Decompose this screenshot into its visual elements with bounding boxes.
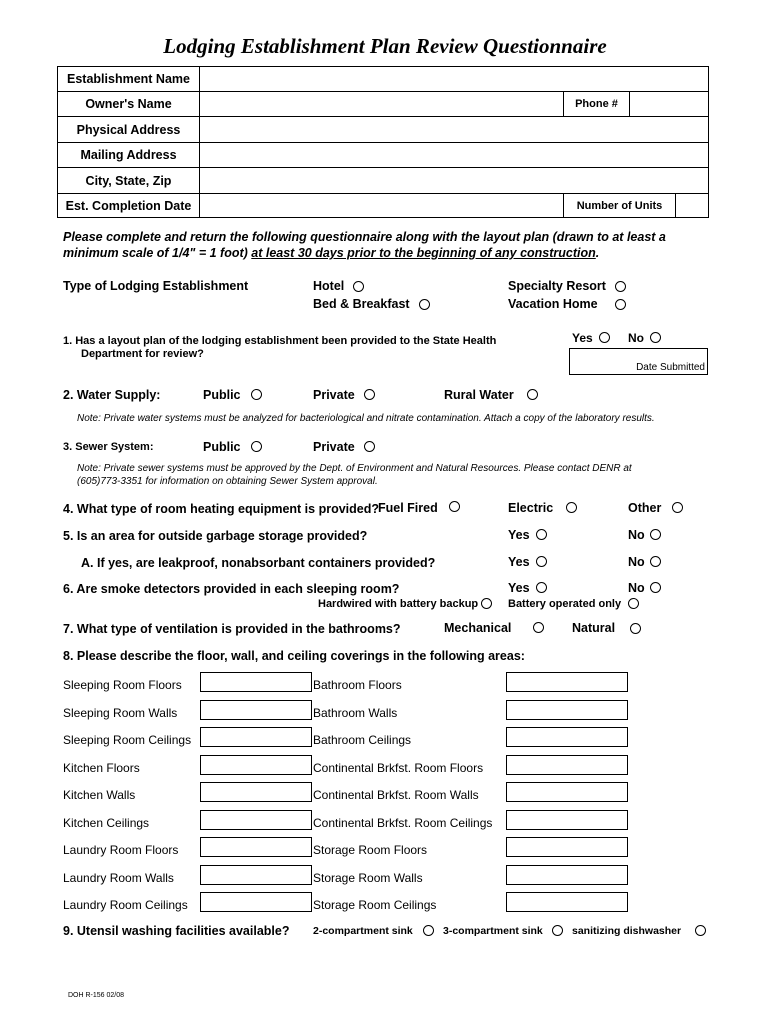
q6-battery-label: Battery operated only: [508, 598, 622, 610]
q5-no-radio[interactable]: [650, 529, 661, 540]
q4-other-radio[interactable]: [672, 502, 683, 513]
q6-no-label: No: [628, 581, 645, 595]
row-completion-date: [58, 194, 708, 218]
owners-name-field[interactable]: [201, 92, 563, 116]
q7-natural-label: Natural: [572, 621, 616, 635]
q7-mechanical-radio[interactable]: [533, 622, 544, 633]
completion-date-label: Est. Completion Date: [58, 194, 200, 218]
q6-battery-radio[interactable]: [628, 598, 639, 609]
q9-two-label: 2-compartment sink: [313, 925, 413, 937]
hotel-radio[interactable]: [353, 281, 364, 292]
phone-label: Phone #: [563, 92, 630, 116]
covering-label-right: Storage Room Floors: [313, 843, 428, 857]
q9-sanitizing-radio[interactable]: [695, 925, 706, 936]
instructions-end: .: [595, 246, 600, 260]
date-submitted-label: Date Submitted: [636, 362, 705, 373]
q5-yes-radio[interactable]: [536, 529, 547, 540]
q1-text-line1: 1. Has a layout plan of the lodging establishment been provided to the State Health: [63, 335, 497, 347]
covering-label-left: Kitchen Ceilings: [63, 816, 150, 830]
q7-mechanical-label: Mechanical: [444, 621, 512, 635]
mailing-address-field[interactable]: [201, 143, 708, 167]
covering-field-left[interactable]: [200, 672, 312, 692]
q2-public-radio[interactable]: [251, 389, 262, 400]
covering-label-right: Storage Room Ceilings: [313, 898, 437, 912]
q4-fuel-label: Fuel Fired: [378, 501, 438, 515]
covering-label-right: Storage Room Walls: [313, 871, 423, 885]
form-title: Lodging Establishment Plan Review Questionnaire: [163, 34, 607, 58]
q4-electric-radio[interactable]: [566, 502, 577, 513]
phone-field[interactable]: [630, 92, 708, 116]
q1-text-line2: Department for review?: [81, 348, 204, 360]
q3-private-label: Private: [313, 440, 355, 454]
covering-field-right[interactable]: [506, 865, 628, 885]
instructions-underlined: at least 30 days prior to the beginning of any construction: [251, 246, 596, 260]
covering-field-left[interactable]: [200, 837, 312, 857]
hotel-label: Hotel: [313, 279, 345, 293]
q3-public-radio[interactable]: [251, 441, 262, 452]
physical-address-label: Physical Address: [58, 117, 200, 142]
q2-rural-label: Rural Water: [444, 388, 514, 402]
covering-label-left: Sleeping Room Floors: [63, 678, 182, 692]
q2-rural-radio[interactable]: [527, 389, 538, 400]
number-of-units-field[interactable]: [676, 194, 708, 218]
q5-label: 5. Is an area for outside garbage storage provided?: [63, 529, 368, 543]
q2-label: 2. Water Supply:: [63, 388, 161, 402]
number-of-units-label: Number of Units: [563, 194, 676, 218]
covering-label-left: Sleeping Room Ceilings: [63, 733, 192, 747]
covering-field-right[interactable]: [506, 755, 628, 775]
completion-date-field[interactable]: [201, 194, 563, 218]
row-city-state-zip: [58, 168, 708, 194]
covering-field-left[interactable]: [200, 727, 312, 747]
covering-label-right: Bathroom Floors: [313, 678, 402, 692]
q1-yes-radio[interactable]: [599, 332, 610, 343]
covering-field-right[interactable]: [506, 672, 628, 692]
q3-note: Note: Private sewer systems must be approved by the Dept. of Environment and Natural Resources. Please contact DENR at (605)773-3351 for information on obtaining Sewer System approval.: [77, 463, 632, 487]
q3-public-label: Public: [203, 440, 241, 454]
q6-hardwired-radio[interactable]: [481, 598, 492, 609]
q9-sanitizing-label: sanitizing dishwasher: [572, 925, 682, 937]
q6-yes-label: Yes: [508, 581, 530, 595]
covering-label-left: Laundry Room Walls: [63, 871, 174, 885]
q6-label: 6. Are smoke detectors provided in each sleeping room?: [63, 582, 400, 596]
q5a-no-radio[interactable]: [650, 556, 661, 567]
q6-no-radio[interactable]: [650, 582, 661, 593]
q9-two-radio[interactable]: [423, 925, 434, 936]
city-state-zip-label: City, State, Zip: [58, 168, 200, 193]
q9-three-label: 3-compartment sink: [443, 925, 543, 937]
covering-label-right: Continental Brkfst. Room Walls: [313, 788, 479, 802]
q5-no-label: No: [628, 528, 645, 542]
specialty-resort-radio[interactable]: [615, 281, 626, 292]
vacation-home-radio[interactable]: [615, 299, 626, 310]
covering-label-right: Bathroom Walls: [313, 706, 398, 720]
specialty-resort-label: Specialty Resort: [508, 279, 606, 293]
covering-field-right[interactable]: [506, 782, 628, 802]
covering-label-right: Bathroom Ceilings: [313, 733, 412, 747]
q7-natural-radio[interactable]: [630, 623, 641, 634]
q5a-yes-radio[interactable]: [536, 556, 547, 567]
q4-label: 4. What type of room heating equipment is provided?: [63, 502, 379, 516]
covering-field-right[interactable]: [506, 700, 628, 720]
row-establishment-name: [58, 67, 708, 92]
q9-three-radio[interactable]: [552, 925, 563, 936]
vacation-home-label: Vacation Home: [508, 297, 598, 311]
establishment-name-field[interactable]: [201, 67, 708, 91]
physical-address-field[interactable]: [201, 117, 708, 142]
covering-field-left[interactable]: [200, 810, 312, 830]
covering-field-right[interactable]: [506, 727, 628, 747]
bed-breakfast-radio[interactable]: [419, 299, 430, 310]
form-number: DOH R-156 02/08: [68, 992, 125, 999]
covering-field-right[interactable]: [506, 837, 628, 857]
covering-label-left: Sleeping Room Walls: [63, 706, 178, 720]
q5a-label: A. If yes, are leakproof, nonabsorbant containers provided?: [81, 556, 436, 570]
q6-hardwired-label: Hardwired with battery backup: [318, 598, 479, 610]
instructions-text: Please complete and return the following questionnaire along with the layout plan (drawn to at least a minimum scale of 1/4" = 1 foot): [63, 230, 666, 260]
covering-field-left[interactable]: [200, 755, 312, 775]
type-label: Type of Lodging Establishment: [63, 279, 249, 293]
covering-label-left: Laundry Room Ceilings: [63, 898, 188, 912]
q1-yes-label: Yes: [572, 331, 593, 345]
q3-private-radio[interactable]: [364, 441, 375, 452]
row-physical-address: [58, 117, 708, 143]
header-table: [57, 66, 709, 218]
q4-fuel-radio[interactable]: [449, 501, 460, 512]
covering-label-left: Kitchen Walls: [63, 788, 136, 802]
covering-label-right: Continental Brkfst. Room Floors: [313, 761, 484, 775]
q9-label: 9. Utensil washing facilities available?: [63, 924, 290, 938]
q5-yes-label: Yes: [508, 528, 530, 542]
q3-label: 3. Sewer System:: [63, 441, 154, 453]
q1-no-radio[interactable]: [650, 332, 661, 343]
covering-label-right: Continental Brkfst. Room Ceilings: [313, 816, 493, 830]
covering-field-right[interactable]: [506, 892, 628, 912]
q2-public-label: Public: [203, 388, 241, 402]
q4-other-label: Other: [628, 501, 662, 515]
covering-label-left: Kitchen Floors: [63, 761, 140, 775]
owners-name-label: Owner's Name: [58, 92, 200, 116]
q5a-yes-label: Yes: [508, 555, 530, 569]
date-submitted-field[interactable]: [569, 348, 708, 375]
establishment-name-label: Establishment Name: [58, 67, 200, 91]
q4-electric-label: Electric: [508, 501, 554, 515]
covering-field-left[interactable]: [200, 700, 312, 720]
instructions: [63, 229, 703, 261]
covering-field-left[interactable]: [200, 892, 312, 912]
q7-label: 7. What type of ventilation is provided in the bathrooms?: [63, 622, 401, 636]
city-state-zip-field[interactable]: [201, 168, 708, 193]
bed-breakfast-label: Bed & Breakfast: [313, 297, 410, 311]
covering-field-left[interactable]: [200, 782, 312, 802]
row-mailing-address: [58, 143, 708, 168]
q1-no-label: No: [628, 331, 644, 345]
q8-label: 8. Please describe the floor, wall, and ceiling coverings in the following areas:: [63, 649, 525, 663]
q5a-no-label: No: [628, 555, 645, 569]
q2-note: Note: Private water systems must be analyzed for bacteriological and nitrate contamination. Attach a copy of the laboratory results.: [77, 413, 655, 424]
q2-private-radio[interactable]: [364, 389, 375, 400]
q2-private-label: Private: [313, 388, 355, 402]
q6-yes-radio[interactable]: [536, 582, 547, 593]
row-owners-name: [58, 92, 708, 117]
covering-field-right[interactable]: [506, 810, 628, 830]
covering-label-left: Laundry Room Floors: [63, 843, 179, 857]
mailing-address-label: Mailing Address: [58, 143, 200, 167]
covering-field-left[interactable]: [200, 865, 312, 885]
